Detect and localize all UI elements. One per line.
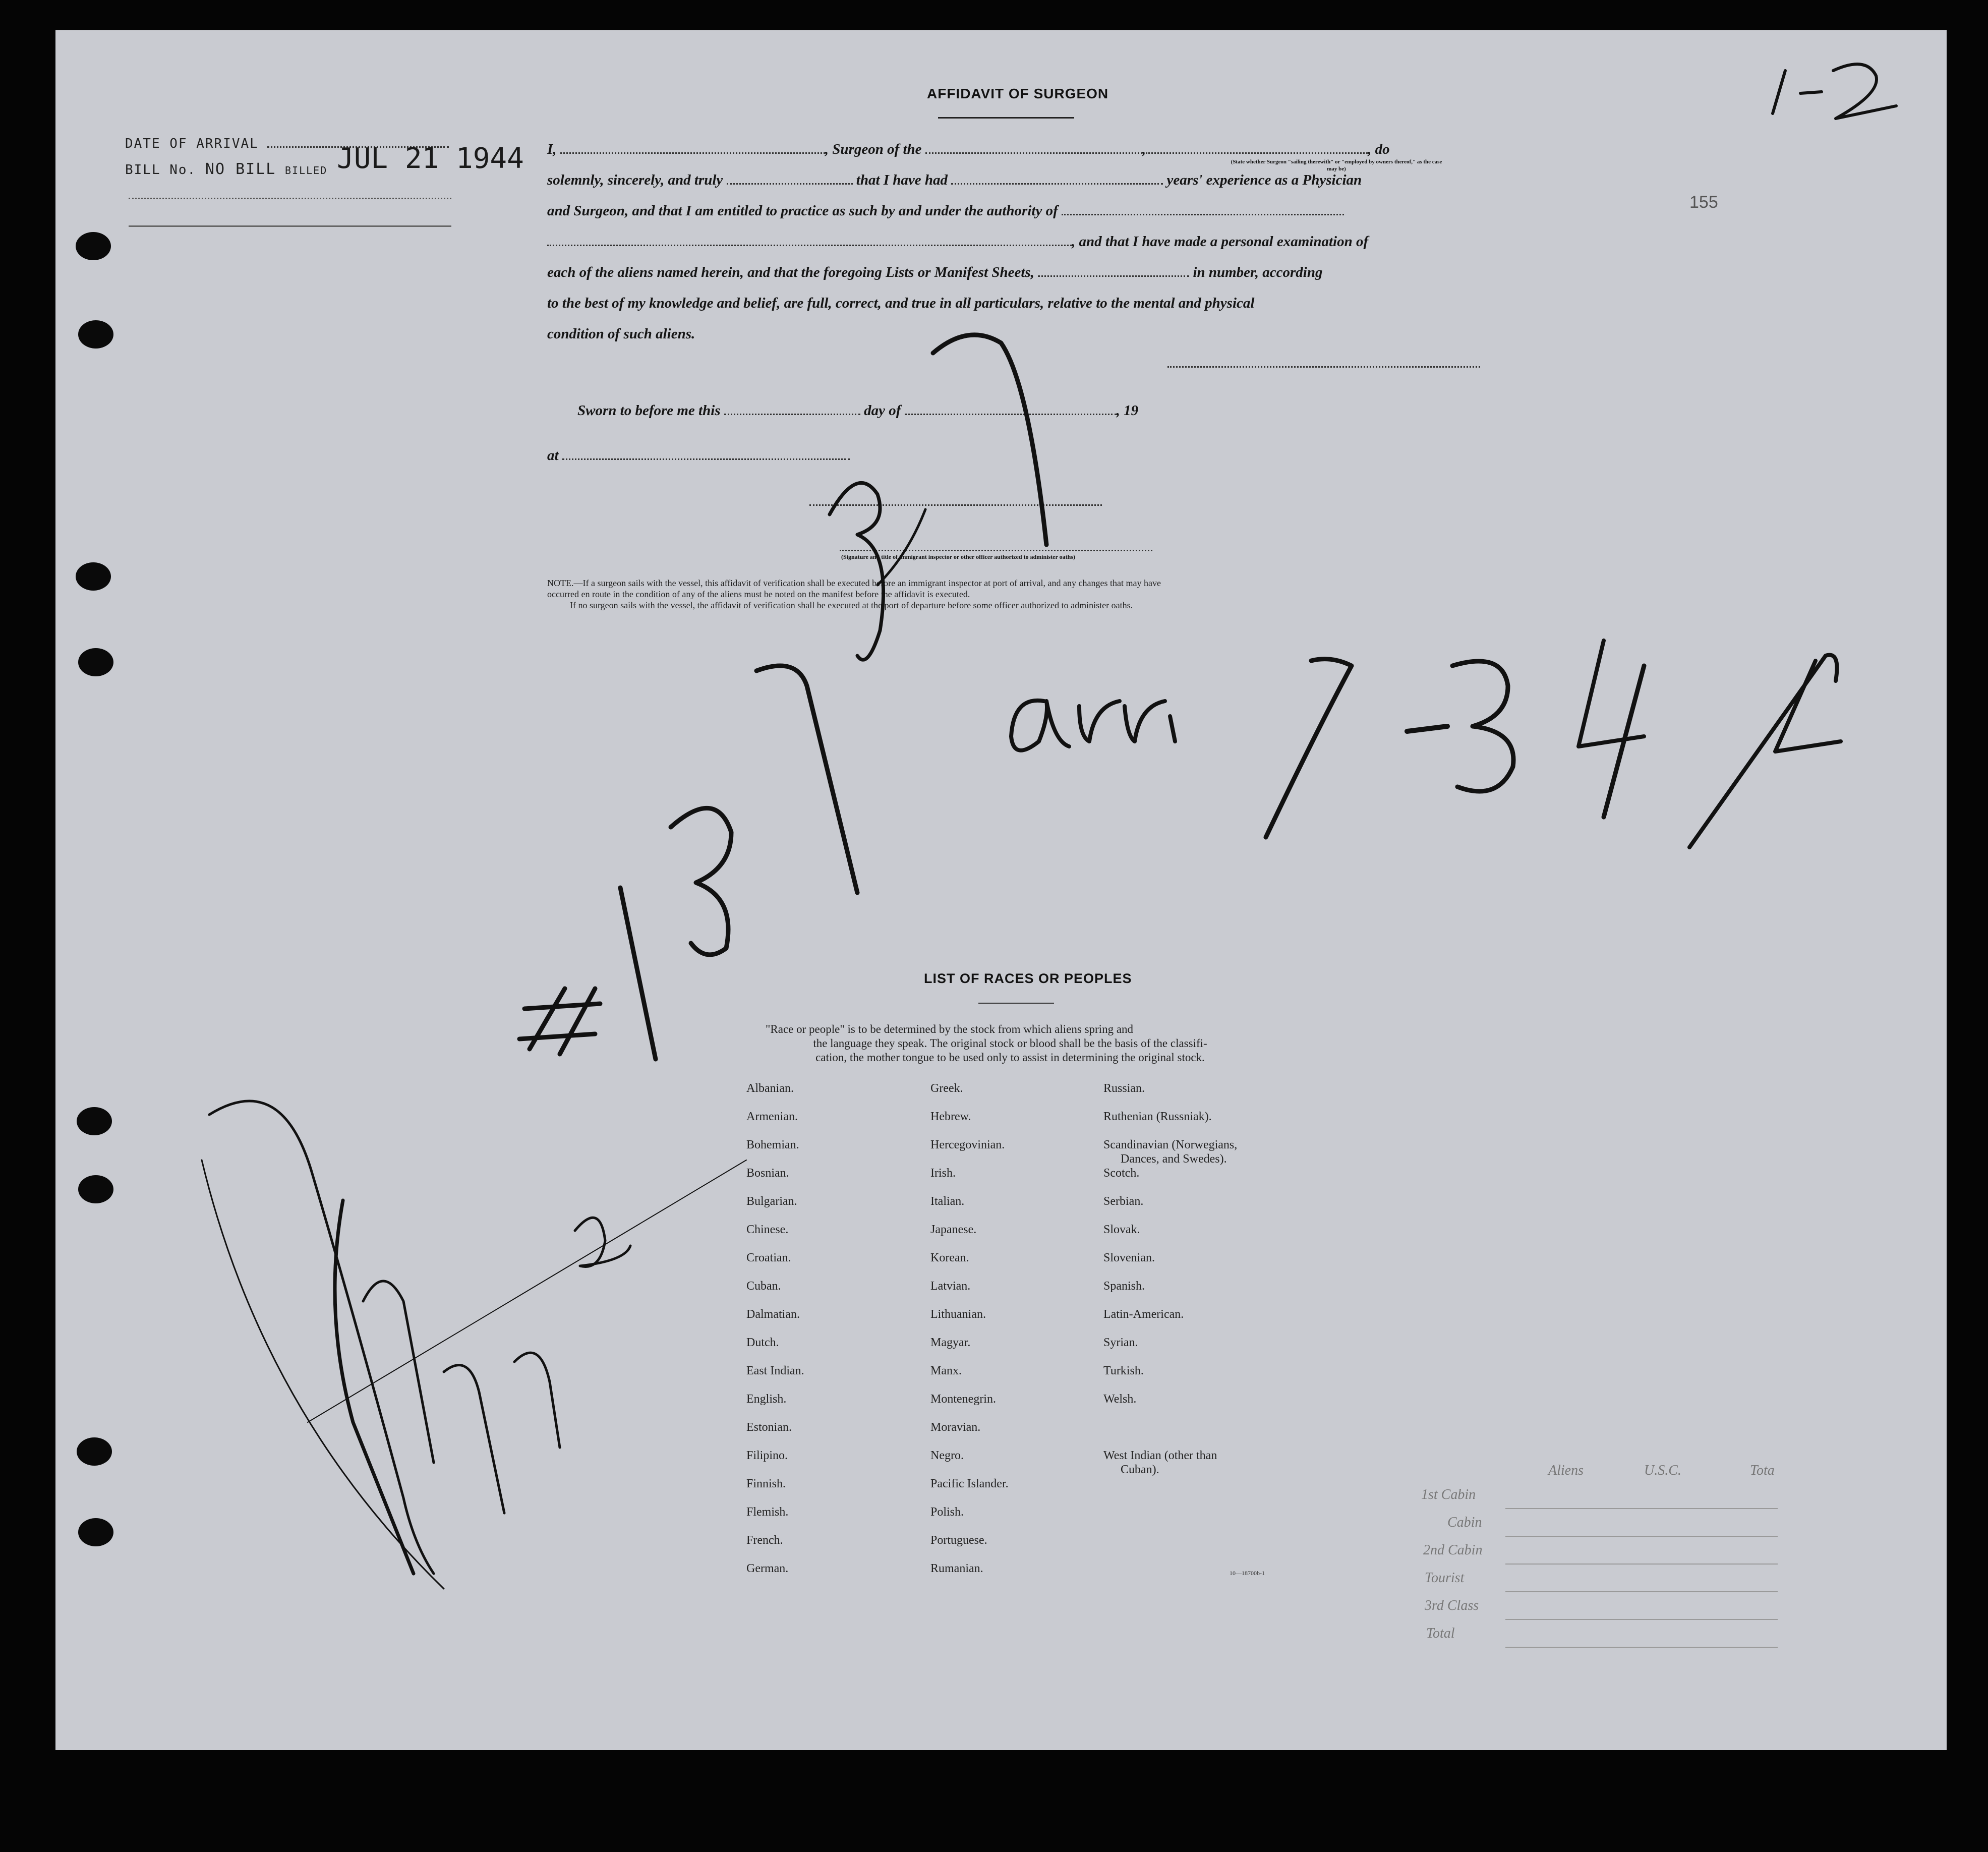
race-item: Croatian. [746, 1251, 791, 1264]
races-intro-3: cation, the mother tongue to be used only to assist in determining the original stock. [815, 1051, 1205, 1064]
note-line-3: If no surgeon sails with the vessel, the affidavit of verification shall be executed at the port of departure before some officer authorized to administer oaths. [570, 600, 1133, 610]
sworn-before-me: Sworn to before me this [577, 402, 721, 419]
affidavit-years-experience: years' experience as a Physician [1166, 172, 1362, 188]
note-line-2: occurred en route in the condition of any of the aliens must be noted on the manifest before the affidavit is executed. [547, 589, 970, 599]
race-item: Korean. [930, 1251, 969, 1264]
race-item: Latin-American. [1103, 1308, 1184, 1321]
sworn-at: at [547, 447, 559, 464]
summary-row-label: Total [1426, 1626, 1455, 1641]
race-item: Dalmatian. [746, 1308, 800, 1321]
affidavit-surgeon-of: , Surgeon of the [825, 141, 922, 157]
race-item: Russian. [1103, 1082, 1145, 1095]
race-item: Pacific Islander. [930, 1477, 1009, 1490]
race-item: Portuguese. [930, 1534, 987, 1547]
race-item: Slovenian. [1103, 1251, 1155, 1264]
races-intro-2: the language they speak. The original stock or blood shall be the basis of the classifi- [813, 1037, 1207, 1050]
date-of-arrival-label: DATE OF ARRIVAL [125, 136, 259, 151]
bill-no-label: BILL No. [125, 162, 197, 178]
handwritten-137 [519, 666, 857, 1059]
affidavit-i: I, [547, 141, 557, 157]
race-item: Dutch. [746, 1336, 779, 1349]
race-item: Serbian. [1103, 1195, 1144, 1208]
race-item: Bohemian. [746, 1138, 799, 1151]
affidavit-solemnly: solemnly, sincerely, and truly [547, 172, 723, 188]
race-item: Dances, and Swedes). [1121, 1152, 1227, 1166]
race-item: Welsh. [1103, 1393, 1137, 1406]
race-item: Turkish. [1103, 1364, 1144, 1377]
affidavit-in-number: in number, according [1193, 264, 1323, 280]
page-number: 155 [1689, 193, 1718, 212]
race-item: Ruthenian (Russniak). [1103, 1110, 1212, 1123]
handwritten-307 [830, 335, 1046, 660]
race-item: East Indian. [746, 1364, 804, 1377]
affidavit-line4: , and that I have made a personal examination of [1072, 234, 1369, 250]
race-item: Montenegrin. [930, 1393, 996, 1406]
race-item: Moravian. [930, 1421, 981, 1434]
race-item: Lithuanian. [930, 1308, 986, 1321]
summary-header-total: Tota [1750, 1463, 1775, 1478]
billed-label: BILLED [284, 164, 328, 177]
bill-no-value: NO BILL [205, 160, 276, 178]
affidavit-title: AFFIDAVIT OF SURGEON [927, 86, 1109, 101]
note-line-1: NOTE.—If a surgeon sails with the vessel, this affidavit of verification shall be executed before an immigrant inspector at port of arrival, and any changes that may have [547, 578, 1161, 588]
race-item: Italian. [930, 1195, 965, 1208]
race-item: Bosnian. [746, 1167, 789, 1180]
race-item: Spanish. [1103, 1280, 1145, 1293]
summary-row-label: Cabin [1447, 1515, 1482, 1530]
race-item: Flemish. [746, 1506, 789, 1519]
affidavit-line7: condition of such aliens. [547, 326, 695, 342]
race-item: Estonian. [746, 1421, 792, 1434]
race-item: Rumanian. [930, 1562, 983, 1575]
race-item: Irish. [930, 1167, 956, 1180]
billed-date-stamp: JUL 21 1944 [337, 142, 524, 175]
summary-row-label: 3rd Class [1425, 1598, 1479, 1613]
race-item: Hercegovinian. [930, 1138, 1005, 1151]
affidavit-line5: each of the aliens named herein, and that the foregoing Lists or Manifest Sheets, [547, 264, 1034, 280]
race-item: Greek. [930, 1082, 963, 1095]
race-item: English. [746, 1393, 787, 1406]
race-item: Negro. [930, 1449, 964, 1462]
race-item: Armenian. [746, 1110, 798, 1123]
form-number: 10—18700b-1 [1230, 1570, 1265, 1577]
races-intro-1: "Race or people" is to be determined by the stock from which aliens spring and [766, 1023, 1134, 1035]
summary-row-label: 1st Cabin [1421, 1487, 1476, 1502]
affidavit-line6: to the best of my knowledge and belief, are full, correct, and true in all particulars, relative to the mental and physical [547, 295, 1255, 311]
summary-row-label: Tourist [1425, 1570, 1465, 1586]
race-item: Chinese. [746, 1223, 789, 1236]
race-item: Bulgarian. [746, 1195, 797, 1208]
race-item: Syrian. [1103, 1336, 1138, 1349]
race-item: Cuban). [1121, 1463, 1159, 1476]
race-item: Slovak. [1103, 1223, 1140, 1236]
race-item: Finnish. [746, 1477, 786, 1490]
race-item: Latvian. [930, 1280, 971, 1293]
race-item: Japanese. [930, 1223, 977, 1236]
race-item: French. [746, 1534, 783, 1547]
signature-caption: (Signature and title of immigrant inspector or other officer authorized to administer oaths) [841, 553, 1075, 560]
race-item: Scandinavian (Norwegians, [1103, 1138, 1238, 1151]
handwritten-arrival-date [1011, 641, 1841, 847]
summary-row-label: 2nd Cabin [1423, 1542, 1483, 1558]
race-item: Cuban. [746, 1280, 781, 1293]
handwritten-signature [202, 1101, 746, 1589]
race-item: Manx. [930, 1364, 962, 1377]
races-title: LIST OF RACES OR PEOPLES [924, 971, 1132, 986]
affidavit-have-had: that I have had [856, 172, 948, 188]
race-item: Filipino. [746, 1449, 788, 1462]
race-item: Hebrew. [930, 1110, 971, 1123]
race-item: Polish. [930, 1506, 964, 1519]
race-item: German. [746, 1562, 789, 1575]
sworn-day-of: day of [864, 402, 901, 419]
affidavit-line3: and Surgeon, and that I am entitled to practice as such by and under the authority of [547, 203, 1058, 219]
sworn-year: , 19 [1116, 402, 1139, 419]
race-item: Scotch. [1103, 1167, 1140, 1180]
race-item: West Indian (other than [1103, 1449, 1217, 1462]
race-item: Albanian. [746, 1082, 794, 1095]
summary-header-aliens: Aliens [1548, 1463, 1584, 1478]
race-item: Magyar. [930, 1336, 971, 1349]
corner-mark-handwriting [1773, 64, 1896, 119]
state-whether-note: (State whether Surgeon "sailing therewith" or "employed by owners thereof," as the case may be) [1231, 159, 1442, 172]
summary-header-usc: U.S.C. [1644, 1463, 1681, 1478]
affidavit-do: , do [1368, 141, 1390, 157]
